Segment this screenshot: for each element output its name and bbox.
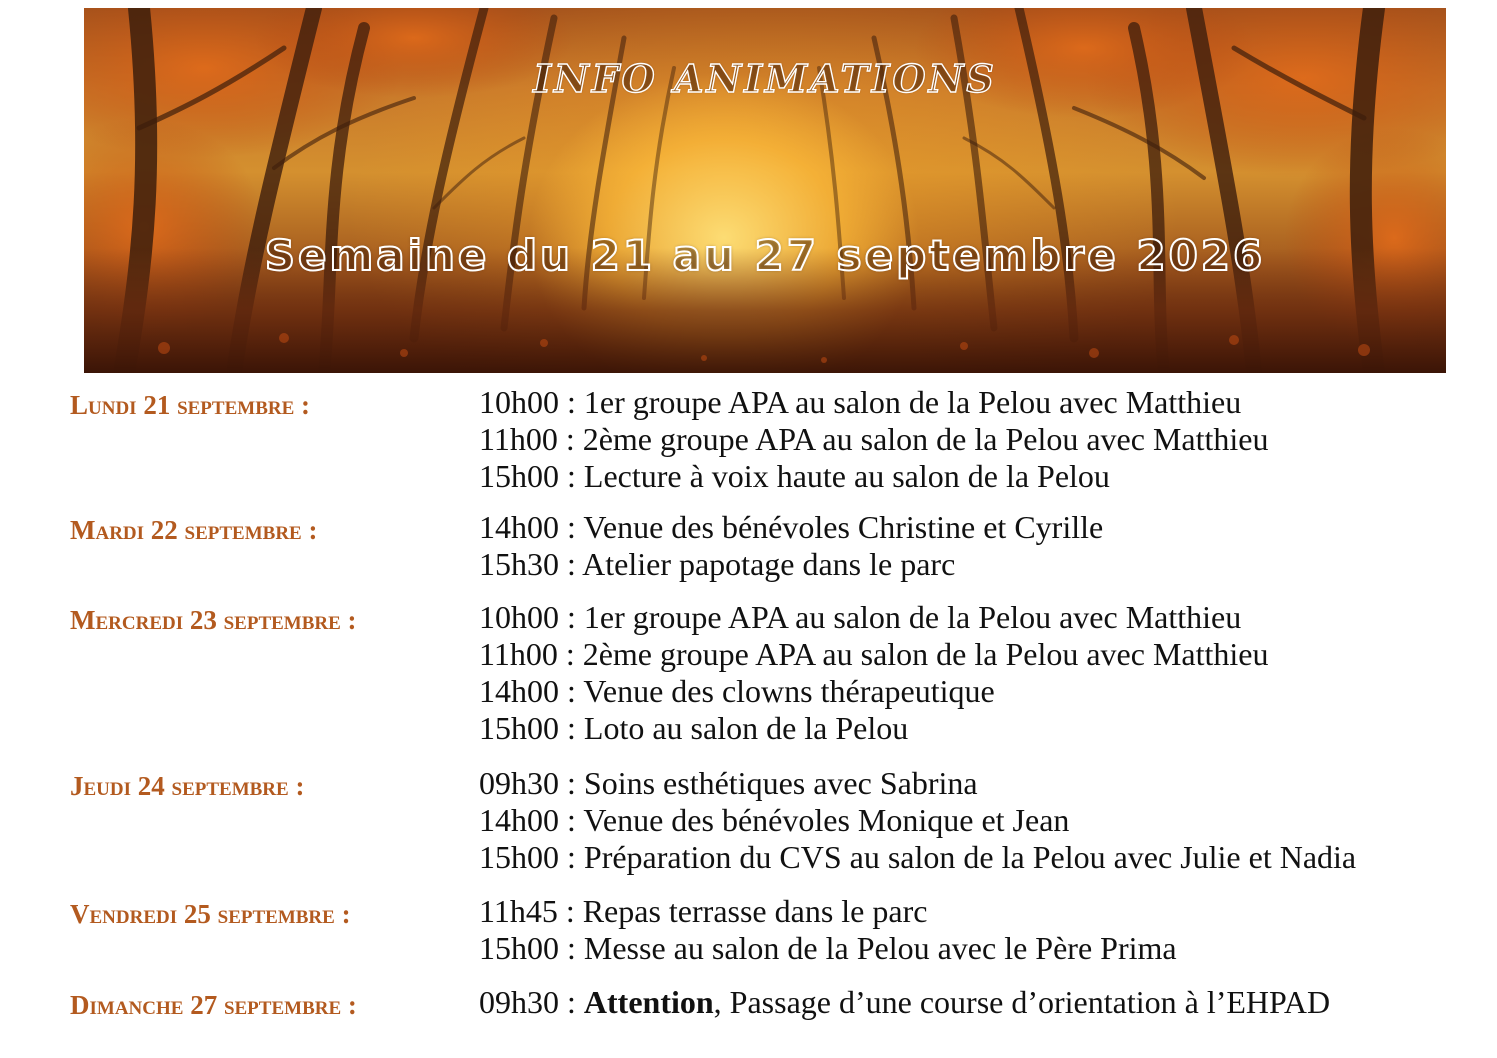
event-item: 14h00 : Venue des bénévoles Monique et Jean [479,802,1070,838]
day-label: Lundi 21 septembre : [70,390,310,420]
event-item: 11h45 : Repas terrasse dans le parc [479,893,928,929]
event-item: 14h00 : Venue des bénévoles Christine et Cyrille [479,509,1104,545]
event-list [479,599,1268,747]
event-item: 10h00 : 1er groupe APA au salon de la Pelou avec Matthieu [479,599,1242,635]
day-label: Mardi 22 septembre : [70,515,318,545]
event-list [479,509,1103,583]
day-label: Vendredi 25 septembre : [70,899,351,929]
header-banner [84,8,1446,373]
banner-title: INFO ANIMATIONS [533,56,997,101]
event-item-attention [479,984,1330,1021]
event-list [479,384,1268,495]
event-item: 15h00 : Lecture à voix haute au salon de la Pelou [479,458,1110,494]
event-list [479,984,1330,1021]
event-item: 14h00 : Venue des clowns thérapeutique [479,673,995,709]
attention-label: Attention [583,984,714,1020]
banner-subtitle: Semaine du 21 au 27 septembre 2026 [264,231,1266,280]
event-item: 15h00 : Messe au salon de la Pelou avec le Père Prima [479,930,1177,966]
day-label: Mercredi 23 septembre : [70,605,357,635]
day-label: Jeudi 24 septembre : [70,771,305,801]
day-label: Dimanche 27 septembre : [70,990,357,1020]
event-item: 15h00 : Loto au salon de la Pelou [479,710,909,746]
event-list [479,893,1177,967]
event-item: 10h00 : 1er groupe APA au salon de la Pelou avec Matthieu [479,384,1242,420]
event-item: 15h30 : Atelier papotage dans le parc [479,546,956,582]
event-description: , Passage d’une course d’orientation à l’EHPAD [713,984,1331,1020]
event-time: 09h30 : [479,984,584,1020]
event-list [479,765,1356,876]
event-item: 11h00 : 2ème groupe APA au salon de la Pelou avec Matthieu [479,421,1269,457]
event-item: 09h30 : Soins esthétiques avec Sabrina [479,765,978,801]
event-item: 11h00 : 2ème groupe APA au salon de la Pelou avec Matthieu [479,636,1269,672]
event-item: 15h00 : Préparation du CVS au salon de la Pelou avec Julie et Nadia [479,839,1357,875]
